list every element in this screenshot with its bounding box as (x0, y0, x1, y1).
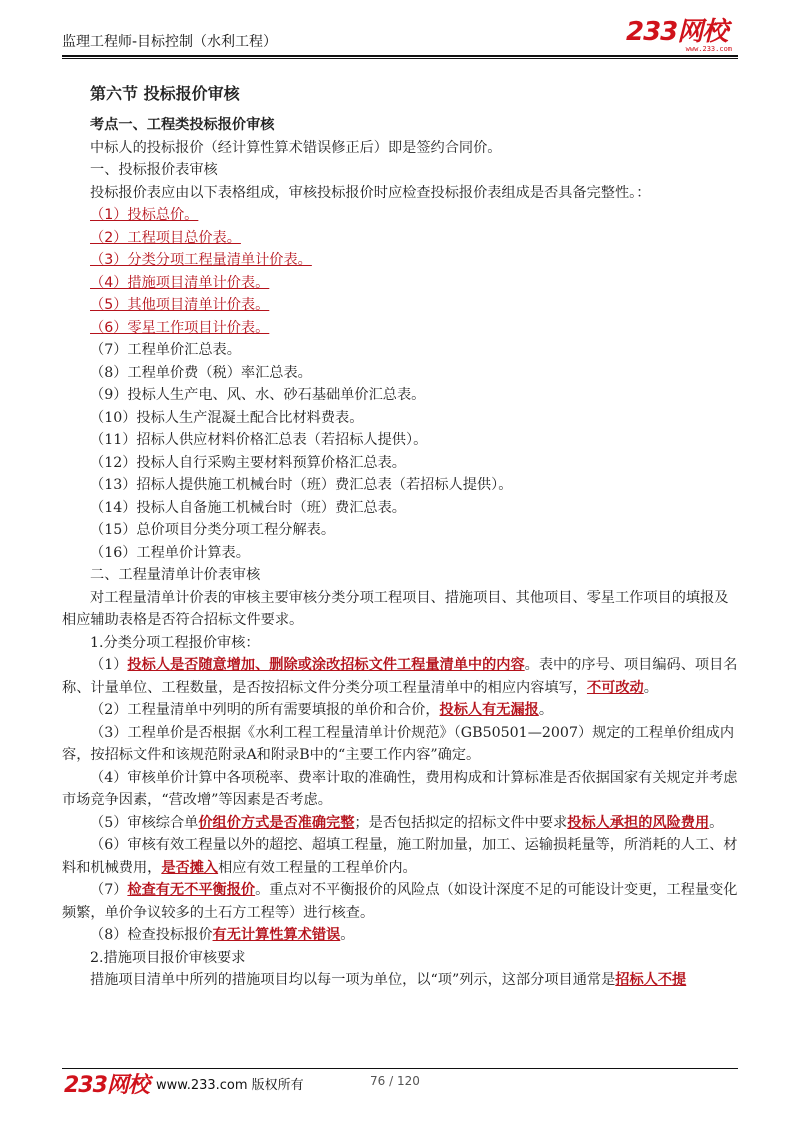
text: 措施项目清单中所列的措施项目均以每一项为单位，以“项”列示，这部分项目通常是 (90, 972, 616, 988)
text: （2）工程量清单中列明的所有需要填报的单价和合价， (90, 702, 440, 718)
highlight: 投标人有无漏报 (439, 702, 539, 718)
paragraph-1-5 (62, 812, 738, 835)
text: （6）审核有效工程量以外的超挖、超填工程量，施工附加量，加工、运输损耗量等，所消耗的人工、材料和机械费用， (62, 837, 738, 876)
highlight: 招标人不提 (615, 972, 687, 988)
list-item: （3）分类分项工程量清单计价表。 (90, 252, 312, 268)
text: （5）审核综合单 (90, 814, 199, 831)
footer-logo[interactable]: 233网校 (64, 1073, 149, 1098)
intro-text: 中标人的投标报价（经计算性算术错误修正后）即是签约合同价。 (90, 139, 502, 156)
text: 。 (709, 814, 724, 831)
paragraph-1-4: （4）审核单价计算中各项税率、费率计取的准确性，费用构成和计算标准是否依据国家有关规定并考虑市场竞争因素，“营改增”等因素是否考虑。 (62, 769, 738, 808)
text: 。重点对不平衡报价的风险点（如设计深度不足的可能设计变更，工程量变化频繁，单价争议较多的土石方工程等）进行核查。 (62, 882, 738, 921)
text: （1） (90, 657, 128, 673)
highlight: 有无计算性算术错误 (212, 927, 341, 943)
kaodian-heading: 考点一、工程类投标报价审核 (90, 117, 275, 133)
highlight: 是否摊入 (161, 859, 219, 876)
list-item: （10）投标人生产混凝土配合比材料费表。 (90, 409, 364, 426)
section-title: 第六节 投标报价审核 (90, 84, 240, 103)
highlight: 投标人是否随意增加、删除或涂改招标文件工程量清单中的内容 (127, 657, 525, 673)
footer-rule (62, 1068, 738, 1069)
list-item: （2）工程项目总价表。 (90, 229, 241, 246)
list-item: （7）工程单价汇总表。 (90, 342, 241, 358)
header-rule (62, 55, 738, 57)
subsection-2: 二、工程量清单计价表审核 (90, 567, 261, 583)
text: ；是否包括拟定的招标文件中要求 (354, 814, 568, 831)
list-item: （4）措施项目清单计价表。 (90, 274, 270, 291)
paragraph-1-8 (62, 924, 738, 947)
list-item: （12）投标人自行采购主要材料预算价格汇总表。 (90, 454, 406, 471)
highlight: 检查有无不平衡报价 (127, 882, 256, 898)
text: 。 (643, 679, 658, 696)
list-item: （6）零星工作项目计价表。 (90, 319, 270, 336)
paragraph-2 (62, 969, 738, 992)
footer-copyright: www.233.com 版权所有 (156, 1078, 304, 1093)
list-item: （1）投标总价。 (90, 207, 199, 223)
text: 。 (538, 702, 554, 718)
highlight: 投标人承担的风险费用 (567, 814, 710, 831)
text: （7） (90, 882, 128, 898)
highlight: 不可改动 (586, 679, 644, 696)
list-item: （14）投标人自备施工机械台时（班）费汇总表。 (90, 499, 406, 516)
list-item: （16）工程单价计算表。 (90, 544, 250, 561)
text: 。 (340, 927, 355, 943)
part-2-title: 2.措施项目报价审核要求 (90, 949, 246, 966)
paragraph-1-7 (62, 879, 738, 924)
header-title: 监理工程师-目标控制（水利工程） (62, 34, 278, 50)
part-1-title: 1.分类分项工程报价审核： (90, 634, 260, 651)
page-number: 76 / 120 (370, 1074, 420, 1088)
list-item: （9）投标人生产电、风、水、砂石基础单价汇总表。 (90, 387, 426, 403)
list-item: （15）总价项目分类分项工程分解表。 (90, 522, 336, 538)
text: 。表中的序号、项目编码、项目名称、计量单位、工程数量，是否按招标文件分类分项工程量清单中的相应内容填写， (62, 657, 738, 696)
highlight: 价组价方式是否准确完整 (198, 814, 355, 831)
list-item: （11）招标人供应材料价格汇总表（若招标人提供）。 (90, 432, 428, 448)
paragraph-1-3: （3）工程单价是否根据《水利工程工程量清单计价规范》（GB50501—2007）规定的工程单价组成内容，按招标文件和该规范附录A和附录B中的“主要工作内容”确定。 (62, 724, 735, 763)
subsection-2-desc: 对工程量清单计价表的审核主要审核分类分项工程项目、措施项目、其他项目、零星工作项目的填报及相应辅助表格是否符合招标文件要求。 (62, 589, 729, 628)
header-rule-thin (62, 58, 738, 59)
paragraph-1-1 (62, 654, 738, 699)
brand-logo[interactable] (626, 18, 738, 54)
paragraph-1-2 (62, 699, 738, 722)
list-item: （5）其他项目清单计价表。 (90, 297, 270, 313)
document-body (62, 78, 738, 992)
list-item: （13）招标人提供施工机械台时（班）费汇总表（若招标人提供）。 (90, 477, 513, 493)
list-item: （8）工程单价费（税）率汇总表。 (90, 364, 312, 381)
logo-text: 233网校 (626, 17, 728, 47)
subsection-1: 一、投标报价表审核 (90, 162, 218, 178)
text: （8）检查投标报价 (90, 927, 213, 943)
text: 相应有效工程量的工程单价内。 (218, 859, 417, 876)
subsection-1-desc: 投标报价表应由以下表格组成，审核投标报价时应检查投标报价表组成是否具备完整性。： (90, 184, 651, 201)
paragraph-1-6 (62, 834, 738, 879)
logo-url: www.233.com (685, 45, 732, 53)
